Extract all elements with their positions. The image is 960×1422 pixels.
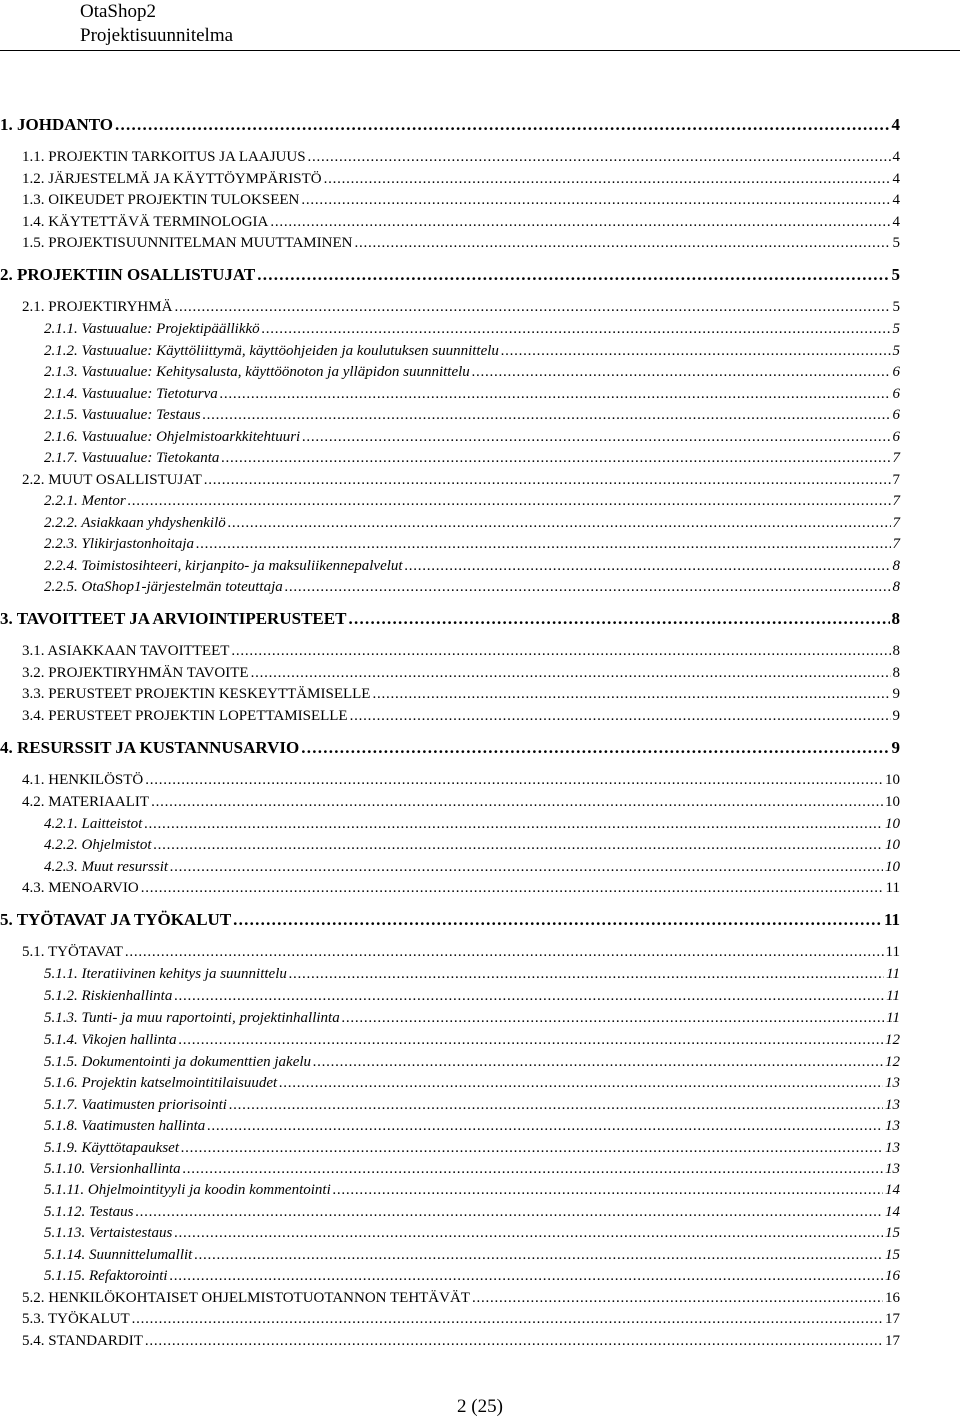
toc-entry-title: 5.1. TYÖTAVAT <box>22 944 123 960</box>
toc-entry-page: 6 <box>892 386 900 402</box>
toc-leader-dots <box>141 877 884 899</box>
toc-entry-page: 8 <box>892 558 900 574</box>
toc-entry-page: 10 <box>885 794 900 810</box>
toc-entry-page: 9 <box>892 686 900 702</box>
toc-entry-title: 5.1.7. Vaatimusten priorisointi <box>44 1097 227 1113</box>
toc-leader-dots <box>257 264 889 286</box>
toc-entry[interactable] <box>44 963 900 985</box>
toc-entry-title: 5.1.1. Iteratiivinen kehitys ja suunnittelu <box>44 966 287 982</box>
toc-entry[interactable] <box>44 1051 900 1073</box>
toc-entry-page: 13 <box>885 1118 900 1134</box>
toc-entry-title: 5.1.3. Tunti- ja muu raportointi, projektinhallinta <box>44 1010 340 1026</box>
toc-entry-page: 5 <box>892 343 900 359</box>
header-divider <box>0 50 960 51</box>
toc-entry-page: 4 <box>892 214 900 230</box>
toc-leader-dots <box>342 1007 884 1029</box>
toc-entry-page: 9 <box>892 708 900 724</box>
toc-entry-title: 2.2.2. Asiakkaan yhdyshenkilö <box>44 515 226 531</box>
toc-entry-title: 5.1.5. Dokumentointi ja dokumenttien jakelu <box>44 1054 312 1070</box>
toc-entry-page: 4 <box>892 171 900 187</box>
toc-entry-page: 10 <box>885 816 900 832</box>
toc-leader-dots <box>170 1265 883 1287</box>
toc-leader-dots <box>350 705 891 727</box>
toc-entry[interactable] <box>0 608 900 630</box>
toc-entry-page: 11 <box>883 910 900 929</box>
toc-entry-title: 2.2.3. Ylikirjastonhoitaja <box>44 536 195 552</box>
toc-entry-title: 5.3. TYÖKALUT <box>22 1311 130 1327</box>
toc-entry-page: 7 <box>892 493 900 509</box>
toc-entry-title: 1.5. PROJEKTISUUNNITELMAN MUUTTAMINEN <box>22 235 353 251</box>
toc-entry-title: 5.1.14. Suunnittelumallit <box>44 1247 193 1263</box>
toc-entry-page: 7 <box>892 536 900 552</box>
toc-leader-dots <box>313 1051 883 1073</box>
toc-entry[interactable] <box>0 909 900 931</box>
toc-entry-page: 13 <box>885 1140 900 1156</box>
toc-leader-dots <box>372 683 890 705</box>
toc-leader-dots <box>144 813 883 835</box>
toc-leader-dots <box>170 856 883 878</box>
toc-entry[interactable] <box>22 769 900 791</box>
toc-leader-dots <box>115 114 889 136</box>
toc-entry[interactable] <box>22 941 900 963</box>
toc-leader-dots <box>154 834 884 856</box>
toc-entry-title: 3.2. PROJEKTIRYHMÄN TAVOITE <box>22 665 249 681</box>
toc-entry-title: 1.4. KÄYTETTÄVÄ TERMINOLOGIA <box>22 214 269 230</box>
toc-entry-page: 11 <box>886 988 900 1004</box>
toc-entry[interactable] <box>44 985 900 1007</box>
toc-entry-title: 5.1.6. Projektin katselmointitilaisuudet <box>44 1075 278 1091</box>
toc-entry-title: 2.1.1. Vastuualue: Projektipäällikkö <box>44 321 260 337</box>
toc-leader-dots <box>472 1287 883 1309</box>
toc-entry-page: 11 <box>885 944 900 960</box>
toc-entry-title: 3.3. PERUSTEET PROJEKTIN KESKEYTTÄMISELLE <box>22 686 371 702</box>
toc-entry[interactable] <box>22 1308 900 1330</box>
toc-entry-page: 13 <box>885 1161 900 1177</box>
toc-entry-title: 1.3. OIKEUDET PROJEKTIN TULOKSEEN <box>22 192 300 208</box>
toc-entry-title: 5.1.10. Versionhallinta <box>44 1161 181 1177</box>
toc-entry-title: 4.2.3. Muut resurssit <box>44 859 169 875</box>
toc-leader-dots <box>333 1179 883 1201</box>
toc-leader-dots <box>301 737 889 759</box>
toc-entry-title: 5.1.9. Käyttötapaukset <box>44 1140 179 1156</box>
toc-leader-dots <box>204 469 891 491</box>
toc-entry[interactable] <box>0 264 900 286</box>
toc-entry-title: 1.2. JÄRJESTELMÄ JA KÄYTTÖYMPÄRISTÖ <box>22 171 322 187</box>
toc-leader-dots <box>324 168 891 190</box>
toc-entry-page: 16 <box>885 1268 900 1284</box>
toc-entry-title: 5.1.12. Testaus <box>44 1204 134 1220</box>
toc-entry-title: 4.2.2. Ohjelmistot <box>44 837 152 853</box>
page-header <box>0 0 960 48</box>
toc-leader-dots <box>207 1115 883 1137</box>
toc-entry-page: 10 <box>885 837 900 853</box>
toc-entry-title: 2. PROJEKTIIN OSALLISTUJAT <box>0 265 256 284</box>
toc-entry-page: 7 <box>892 472 900 488</box>
toc-entry-page: 5 <box>892 235 900 251</box>
toc-leader-dots <box>145 769 883 791</box>
toc-entry-title: 2.2.1. Mentor <box>44 493 126 509</box>
toc-entry[interactable] <box>44 1222 900 1244</box>
toc-entry[interactable] <box>22 640 900 662</box>
toc-entry-page: 17 <box>885 1311 900 1327</box>
toc-leader-dots <box>270 211 890 233</box>
toc-entry[interactable] <box>44 1072 900 1094</box>
toc-entry-page: 8 <box>892 665 900 681</box>
toc-entry[interactable] <box>22 1330 900 1352</box>
toc-entry[interactable] <box>44 856 900 878</box>
toc-leader-dots <box>354 232 890 254</box>
toc-entry[interactable] <box>22 1287 900 1309</box>
toc-leader-dots <box>302 426 890 448</box>
toc-entry[interactable] <box>44 447 900 469</box>
toc-entry-title: 2.1.3. Vastuualue: Kehitysalusta, käyttöönoton ja ylläpidon suunnittelu <box>44 364 470 380</box>
toc-entry-title: 2.2.5. OtaShop1-järjestelmän toteuttaja <box>44 579 283 595</box>
toc-leader-dots <box>262 318 891 340</box>
toc-entry-page: 8 <box>892 643 900 659</box>
toc-entry[interactable] <box>44 1201 900 1223</box>
toc-entry[interactable] <box>44 426 900 448</box>
toc-entry[interactable] <box>44 361 900 383</box>
toc-leader-dots <box>179 1029 883 1051</box>
toc-leader-dots <box>501 340 891 362</box>
toc-entry-page: 15 <box>885 1247 900 1263</box>
toc-entry-page: 4 <box>892 192 900 208</box>
toc-entry[interactable] <box>22 232 900 254</box>
toc-leader-dots <box>233 909 882 931</box>
toc-entry-page: 7 <box>892 515 900 531</box>
toc-entry-title: 5.1.4. Vikojen hallinta <box>44 1032 177 1048</box>
toc-leader-dots <box>128 490 891 512</box>
toc-entry-page: 14 <box>885 1182 900 1198</box>
toc-entry-title: 5.2. HENKILÖKOHTAISET OHJELMISTOTUOTANNON TEHTÄVÄT <box>22 1290 470 1306</box>
toc-leader-dots <box>229 1094 883 1116</box>
toc-entry-page: 5 <box>891 265 900 284</box>
toc-entry-title: 2.1.2. Vastuualue: Käyttöliittymä, käyttöohjeiden ja koulutuksen suunnittelu <box>44 343 499 359</box>
toc-entry[interactable] <box>44 318 900 340</box>
toc-entry-page: 4 <box>892 149 900 165</box>
toc-entry-page: 10 <box>885 859 900 875</box>
toc-entry[interactable] <box>44 576 900 598</box>
toc-entry[interactable] <box>44 1029 900 1051</box>
toc-entry-title: 2.2.4. Toimistosihteeri, kirjanpito- ja maksuliikennepalvelut <box>44 558 403 574</box>
toc-entry[interactable] <box>0 114 900 136</box>
toc-entry-page: 8 <box>892 579 900 595</box>
toc-entry-title: 5.1.2. Riskienhallinta <box>44 988 173 1004</box>
toc-entry-page: 17 <box>885 1333 900 1349</box>
toc-entry[interactable] <box>44 383 900 405</box>
document-subtitle: Projektisuunnitelma <box>80 25 234 46</box>
toc-leader-dots <box>289 963 884 985</box>
toc-entry-title: 1. JOHDANTO <box>0 115 114 134</box>
toc-entry-title: 4.1. HENKILÖSTÖ <box>22 772 144 788</box>
toc-entry[interactable] <box>44 834 900 856</box>
toc-entry-title: 2.1. PROJEKTIRYHMÄ <box>22 299 173 315</box>
toc-leader-dots <box>279 1072 883 1094</box>
toc-entry-page: 12 <box>885 1032 900 1048</box>
toc-entry[interactable] <box>22 705 900 727</box>
toc-entry-title: 4.2.1. Laitteistot <box>44 816 143 832</box>
toc-entry[interactable] <box>44 1158 900 1180</box>
toc-entry-title: 5.1.11. Ohjelmointityyli ja koodin kommentointi <box>44 1182 331 1198</box>
toc-leader-dots <box>472 361 891 383</box>
toc-leader-dots <box>231 640 890 662</box>
toc-entry-title: 5.1.8. Vaatimusten hallinta <box>44 1118 206 1134</box>
toc-leader-dots <box>285 576 891 598</box>
toc-entry-title: 2.1.6. Vastuualue: Ohjelmistoarkkitehtuuri <box>44 429 301 445</box>
toc-entry-title: 4.2. MATERIAALIT <box>22 794 150 810</box>
toc-leader-dots <box>196 533 890 555</box>
toc-entry-page: 11 <box>886 1010 900 1026</box>
toc-entry[interactable] <box>22 211 900 233</box>
toc-entry-title: 5. TYÖTAVAT JA TYÖKALUT <box>0 910 232 929</box>
toc-leader-dots <box>183 1158 883 1180</box>
toc-entry[interactable] <box>44 555 900 577</box>
toc-entry[interactable] <box>44 512 900 534</box>
toc-entry-page: 11 <box>885 880 900 896</box>
toc-entry[interactable] <box>44 340 900 362</box>
toc-entry[interactable] <box>22 877 900 899</box>
toc-leader-dots <box>181 1137 883 1159</box>
toc-entry[interactable] <box>22 791 900 813</box>
toc-entry-page: 9 <box>891 738 900 757</box>
document-title: OtaShop2 <box>80 1 156 22</box>
toc-entry[interactable] <box>44 813 900 835</box>
toc-entry[interactable] <box>44 1244 900 1266</box>
toc-leader-dots <box>174 1222 883 1244</box>
toc-entry-page: 8 <box>891 609 900 628</box>
toc-entry-page: 13 <box>885 1097 900 1113</box>
toc-entry[interactable] <box>22 146 900 168</box>
toc-leader-dots <box>174 296 890 318</box>
toc-entry-title: 2.1.7. Vastuualue: Tietokanta <box>44 450 220 466</box>
toc-entry[interactable] <box>44 533 900 555</box>
toc-entry[interactable] <box>22 683 900 705</box>
toc-leader-dots <box>203 404 891 426</box>
toc-entry-page: 5 <box>892 299 900 315</box>
toc-entry[interactable] <box>44 1115 900 1137</box>
toc-entry-title: 4. RESURSSIT JA KUSTANNUSARVIO <box>0 738 300 757</box>
toc-leader-dots <box>135 1201 883 1223</box>
toc-entry-page: 11 <box>886 966 900 982</box>
page-number: 2 (25) <box>457 1396 503 1417</box>
toc-entry[interactable] <box>22 189 900 211</box>
toc-entry-title: 2.2. MUUT OSALLISTUJAT <box>22 472 202 488</box>
toc-entry[interactable] <box>44 1265 900 1287</box>
toc-entry-page: 5 <box>892 321 900 337</box>
toc-entry[interactable] <box>22 662 900 684</box>
toc-entry[interactable] <box>22 469 900 491</box>
toc-entry[interactable] <box>44 1179 900 1201</box>
toc-leader-dots <box>301 189 890 211</box>
toc-entry[interactable] <box>44 490 900 512</box>
toc-entry-page: 16 <box>885 1290 900 1306</box>
toc-leader-dots <box>174 985 884 1007</box>
toc-entry-title: 3.4. PERUSTEET PROJEKTIN LOPETTAMISELLE <box>22 708 348 724</box>
toc-leader-dots <box>251 662 891 684</box>
toc-entry[interactable] <box>44 1137 900 1159</box>
toc-entry-title: 3.1. ASIAKKAAN TAVOITTEET <box>22 643 230 659</box>
toc-leader-dots <box>308 146 891 168</box>
toc-entry-page: 7 <box>892 450 900 466</box>
toc-leader-dots <box>194 1244 883 1266</box>
toc-entry-page: 14 <box>885 1204 900 1220</box>
toc-entry-page: 10 <box>885 772 900 788</box>
toc-leader-dots <box>221 447 890 469</box>
toc-entry[interactable] <box>22 296 900 318</box>
toc-entry-page: 13 <box>885 1075 900 1091</box>
toc-entry-title: 5.1.15. Refaktorointi <box>44 1268 168 1284</box>
toc-leader-dots <box>132 1308 883 1330</box>
toc-leader-dots <box>405 555 891 577</box>
toc-entry-page: 6 <box>892 364 900 380</box>
toc-leader-dots <box>125 941 884 963</box>
toc-entry-page: 6 <box>892 407 900 423</box>
toc-entry-title: 1.1. PROJEKTIN TARKOITUS JA LAAJUUS <box>22 149 306 165</box>
toc-entry-title: 2.1.5. Vastuualue: Testaus <box>44 407 201 423</box>
toc-entry[interactable] <box>44 1007 900 1029</box>
toc-leader-dots <box>348 608 889 630</box>
toc-entry-title: 5.4. STANDARDIT <box>22 1333 143 1349</box>
toc-entry-page: 12 <box>885 1054 900 1070</box>
toc-leader-dots <box>228 512 891 534</box>
toc-entry[interactable] <box>44 404 900 426</box>
toc-entry-title: 4.3. MENOARVIO <box>22 880 139 896</box>
toc-entry-page: 4 <box>891 115 900 134</box>
toc-leader-dots <box>145 1330 883 1352</box>
toc-entry-title: 3. TAVOITTEET JA ARVIOINTIPERUSTEET <box>0 609 347 628</box>
toc-entry-title: 2.1.4. Vastuualue: Tietoturva <box>44 386 218 402</box>
toc-entry-title: 5.1.13. Vertaistestaus <box>44 1225 173 1241</box>
toc-entry-page: 6 <box>892 429 900 445</box>
toc-entry[interactable] <box>44 1094 900 1116</box>
toc-leader-dots <box>220 383 891 405</box>
toc-entry[interactable] <box>22 168 900 190</box>
toc-entry-page: 15 <box>885 1225 900 1241</box>
toc-leader-dots <box>151 791 883 813</box>
toc-entry[interactable] <box>0 737 900 759</box>
